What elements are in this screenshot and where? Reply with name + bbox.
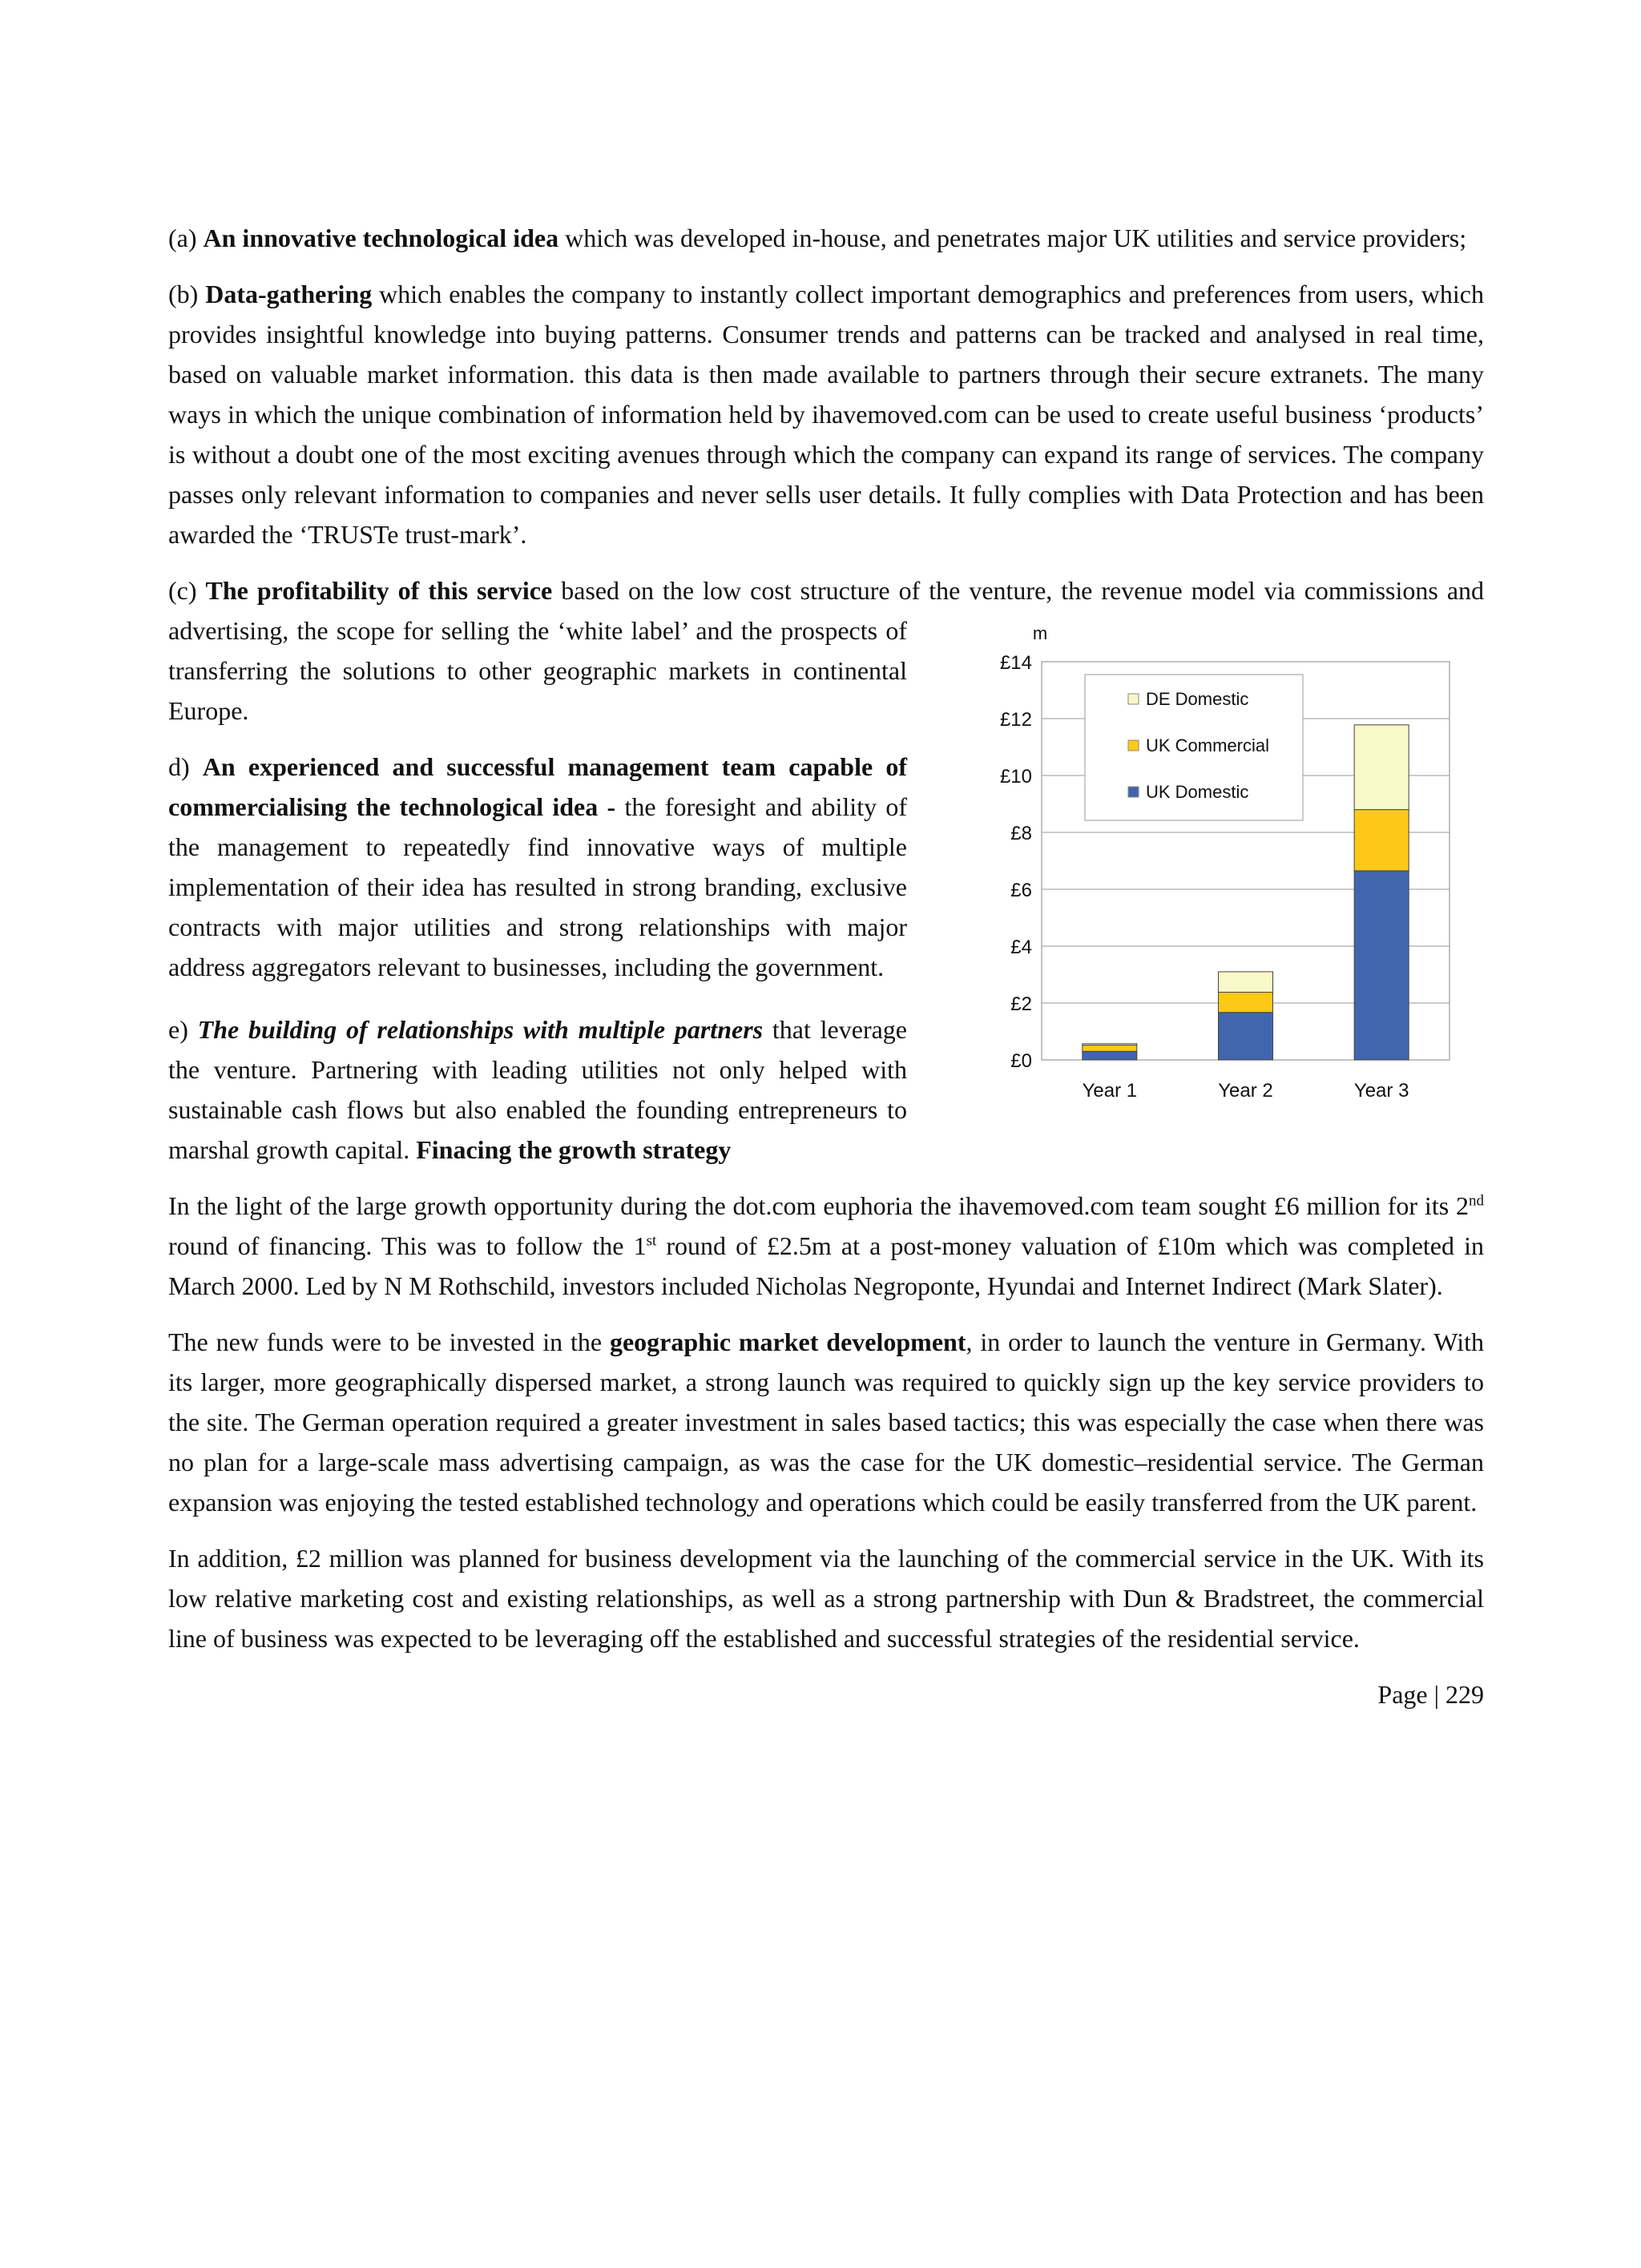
legend-swatch (1128, 740, 1139, 751)
y-tick-label: £0 (1010, 1050, 1032, 1072)
bar-segment-uk-domestic (1083, 1051, 1137, 1060)
x-tick-label: Year 2 (1218, 1080, 1273, 1102)
prefix: (c) (168, 576, 206, 605)
bold-lead: The profitability of this service (205, 576, 553, 605)
y-unit-label: m (1032, 623, 1048, 643)
chart-container (907, 610, 1484, 1171)
bar-segment-de-domestic (1083, 1044, 1137, 1045)
paragraph-text: , in order to launch the venture in Germany. With its larger, more geographically dispersed market, a strong launch was required to quickly sign up the key service providers to the site. The German operation required a greater investment in sales based tactics; this was especially the case when there was no plan for a large-scale mass advertising campaign, as was the case for the UK domestic–residential service. The German expansion was enjoying the tested established technology and operations which could be easily transferred from the UK parent. (168, 1327, 1485, 1517)
y-tick-label: £12 (999, 709, 1032, 731)
section-heading: Finacing the growth strategy (416, 1135, 732, 1164)
paragraph-text: based on the low cost structure of the venture, the revenue model via commissions and advertising, the scope for selling the ‘white label’ and the prospects of transferring the solutions to other geographic markets in continental Europe. (168, 576, 1485, 725)
bar-segment-uk-commercial (1083, 1045, 1137, 1052)
page-number: Page | 229 (1377, 1680, 1484, 1709)
paragraph-b (168, 274, 1484, 554)
y-tick-label: £6 (1010, 880, 1032, 901)
y-tick-label: £14 (999, 652, 1032, 674)
paragraph-text: The new funds were to be invested in the (168, 1327, 610, 1356)
y-tick-label: £4 (1010, 937, 1032, 958)
bar-segment-de-domestic (1219, 972, 1273, 993)
x-tick-label: Year 1 (1082, 1080, 1138, 1102)
paragraph-a (168, 218, 1484, 258)
paragraph-g (168, 1322, 1484, 1522)
bar-segment-de-domestic (1354, 725, 1409, 810)
paragraph-text: In the light of the large growth opportunity during the dot.com euphoria the ihavemoved.com team sought £6 million for its 2 (168, 1191, 1469, 1220)
bold-lead: An innovative technological idea (203, 224, 559, 252)
paragraph-text: that leverage the venture. Partnering with leading utilities not only helped with sustainable cash flows but also enabled the founding entrepreneurs to marshal growth capital. (168, 1015, 908, 1164)
superscript: nd (1469, 1192, 1484, 1210)
legend-label: DE Domestic (1146, 689, 1249, 709)
bold-phrase: geographic market development (609, 1327, 966, 1356)
bold-lead: The building of relationships with multiple partners (197, 1015, 764, 1044)
prefix: (a) (168, 224, 204, 252)
paragraph-text: which was developed in-house, and penetrates major UK utilities and service providers; (558, 224, 1467, 252)
paragraph-text: round of £2.5m at a post-money valuation of £10m which was completed in March 2000. Led by N M Rothschild, investors included Nicholas Negroponte, Hyundai and Internet Indirect (Mark Slater). (168, 1231, 1485, 1300)
y-tick-label: £2 (1010, 993, 1032, 1015)
paragraph-h: In addition, £2 million was planned for business development via the launching of the commercial service in the UK. With its low relative marketing cost and existing relationships, as well as a strong partnership with Dun & Bradstreet, the commercial line of business was expected to be leveraging off the established and successful strategies of the residential service. (168, 1544, 1484, 1653)
bar-segment-uk-commercial (1219, 993, 1273, 1013)
bold-lead: An experienced and successful management team capable of commercialising the technological idea - (168, 752, 908, 821)
prefix: e) (168, 1015, 198, 1044)
y-tick-label: £8 (1010, 823, 1032, 844)
revenue-stacked-bar-chart (963, 610, 1460, 1139)
paragraph-text: round of financing. This was to follow the 1 (168, 1231, 647, 1260)
bold-lead: Data-gathering (205, 280, 373, 308)
bar-segment-uk-domestic (1219, 1013, 1273, 1060)
bar-segment-uk-commercial (1354, 810, 1409, 871)
paragraph-text: the foresight and ability of the management to repeatedly find innovative ways of multiple implementation of their idea has resulted in strong branding, exclusive contracts with major utilities and strong relationships with major address aggregators relevant to businesses, including the government. (168, 792, 908, 981)
legend-swatch (1128, 694, 1139, 704)
prefix: (b) (168, 280, 206, 308)
legend-label: UK Commercial (1146, 735, 1270, 755)
superscript: st (646, 1232, 657, 1250)
body-text (168, 218, 1484, 1714)
paragraph-f (168, 1186, 1484, 1306)
legend-label: UK Domestic (1146, 782, 1249, 802)
x-tick-label: Year 3 (1353, 1080, 1409, 1102)
y-tick-label: £10 (999, 766, 1032, 788)
paragraph-text: which enables the company to instantly collect important demographics and preferences from users, which provides insightful knowledge into buying patterns. Consumer trends and patterns can be tracked and analysed in real time, based on valuable market information. this data is then made available to partners through their secure extranets. The many ways in which the unique combination of information held by ihavemoved.com can be used to create useful business ‘products’ is without a doubt one of the most exciting avenues through which the company can expand its range of services. The company passes only relevant information to companies and never sells user details. It fully complies with Data Protection and has been awarded the ‘TRUSTe trust-mark’. (168, 280, 1485, 549)
bar-segment-uk-domestic (1354, 871, 1409, 1060)
prefix: d) (168, 752, 203, 781)
legend-swatch (1128, 787, 1139, 797)
